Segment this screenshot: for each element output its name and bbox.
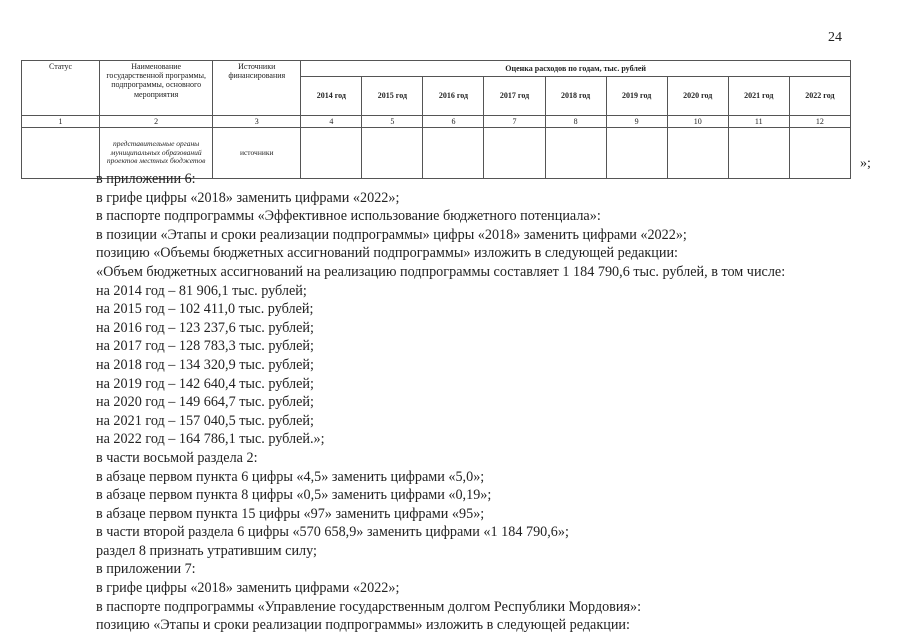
text-line: в паспорте подпрограммы «Управление государственным долгом Республики Мордовия»:: [96, 598, 642, 615]
header-year: 2014 год: [301, 77, 362, 116]
text-line: в абзаце первом пункта 6 цифры «4,5» заменить цифрами «5,0»;: [96, 468, 485, 485]
text-line: в абзаце первом пункта 8 цифры «0,5» заменить цифрами «0,19»;: [96, 487, 492, 504]
header-year: 2018 год: [545, 77, 606, 116]
text-line: в абзаце первом пункта 15 цифры «97» заменить цифрами «95»;: [96, 505, 485, 522]
text-line: «Объем бюджетных ассигнований на реализацию подпрограммы составляет 1 184 790,6 тыс. рублей, в том числе:: [96, 263, 786, 280]
column-number: 3: [213, 116, 301, 128]
header-estimate: Оценка расходов по годам, тыс. рублей: [301, 61, 851, 77]
text-line: раздел 8 признать утратившим силу;: [96, 542, 317, 559]
text-line: на 2019 год – 142 640,4 тыс. рублей;: [96, 375, 314, 392]
text-line: в паспорте подпрограммы «Эффективное использование бюджетного потенциала»:: [96, 208, 601, 225]
text-line: в части второй раздела 6 цифры «570 658,9» заменить цифрами «1 184 790,6»;: [96, 524, 569, 541]
text-line: в части восьмой раздела 2:: [96, 449, 258, 466]
source-cell: источники: [213, 128, 301, 179]
column-number: 8: [545, 116, 606, 128]
header-year: 2022 год: [789, 77, 850, 116]
text-line: позицию «Объемы бюджетных ассигнований подпрограммы» изложить в следующей редакции:: [96, 245, 679, 262]
text-line: в грифе цифры «2018» заменить цифрами «2022»;: [96, 580, 400, 597]
header-year: 2016 год: [423, 77, 484, 116]
status-cell: [22, 128, 100, 179]
text-line: в приложении 7:: [96, 561, 196, 578]
text-line: на 2017 год – 128 783,3 тыс. рублей;: [96, 338, 314, 355]
text-line: в грифе цифры «2018» заменить цифрами «2022»;: [96, 189, 400, 206]
program-name-cell: представительные органы муниципальных образований проектов местных бюджетов: [100, 128, 213, 179]
header-name: Наименование государственной программы, подпрограммы, основного мероприятия: [100, 61, 213, 116]
budget-table: [21, 60, 851, 179]
text-line: на 2020 год – 149 664,7 тыс. рублей;: [96, 394, 314, 411]
text-line: в позиции «Этапы и сроки реализации подпрограммы» цифры «2018» заменить цифрами «2022»;: [96, 226, 687, 243]
text-line: на 2022 год – 164 786,1 тыс. рублей.»;: [96, 431, 325, 448]
text-line: в приложении 6:: [96, 171, 196, 187]
column-number: 5: [362, 116, 423, 128]
header-status: Статус: [22, 61, 100, 116]
text-line: на 2015 год – 102 411,0 тыс. рублей;: [96, 301, 314, 318]
text-line: на 2018 год – 134 320,9 тыс. рублей;: [96, 356, 314, 373]
amendment-text: [96, 170, 856, 635]
header-year: 2015 год: [362, 77, 423, 116]
header-year: 2021 год: [728, 77, 789, 116]
closing-quote-mark: »;: [860, 156, 871, 171]
column-number: 4: [301, 116, 362, 128]
text-line: на 2014 год – 81 906,1 тыс. рублей;: [96, 282, 307, 299]
text-line: на 2016 год – 123 237,6 тыс. рублей;: [96, 319, 314, 336]
column-number: 7: [484, 116, 545, 128]
column-number: 12: [789, 116, 850, 128]
header-year: 2019 год: [606, 77, 667, 116]
column-number: 1: [22, 116, 100, 128]
header-sources: Источники финансирования: [213, 61, 301, 116]
column-number: 11: [728, 116, 789, 128]
text-line: на 2021 год – 157 040,5 тыс. рублей;: [96, 412, 314, 429]
column-number: 6: [423, 116, 484, 128]
column-number: 2: [100, 116, 213, 128]
page-number: 24: [828, 30, 842, 45]
column-number: 10: [667, 116, 728, 128]
column-number: 9: [606, 116, 667, 128]
header-year: 2020 год: [667, 77, 728, 116]
header-year: 2017 год: [484, 77, 545, 116]
text-line: позицию «Этапы и сроки реализации подпрограммы» изложить в следующей редакции:: [96, 617, 630, 634]
